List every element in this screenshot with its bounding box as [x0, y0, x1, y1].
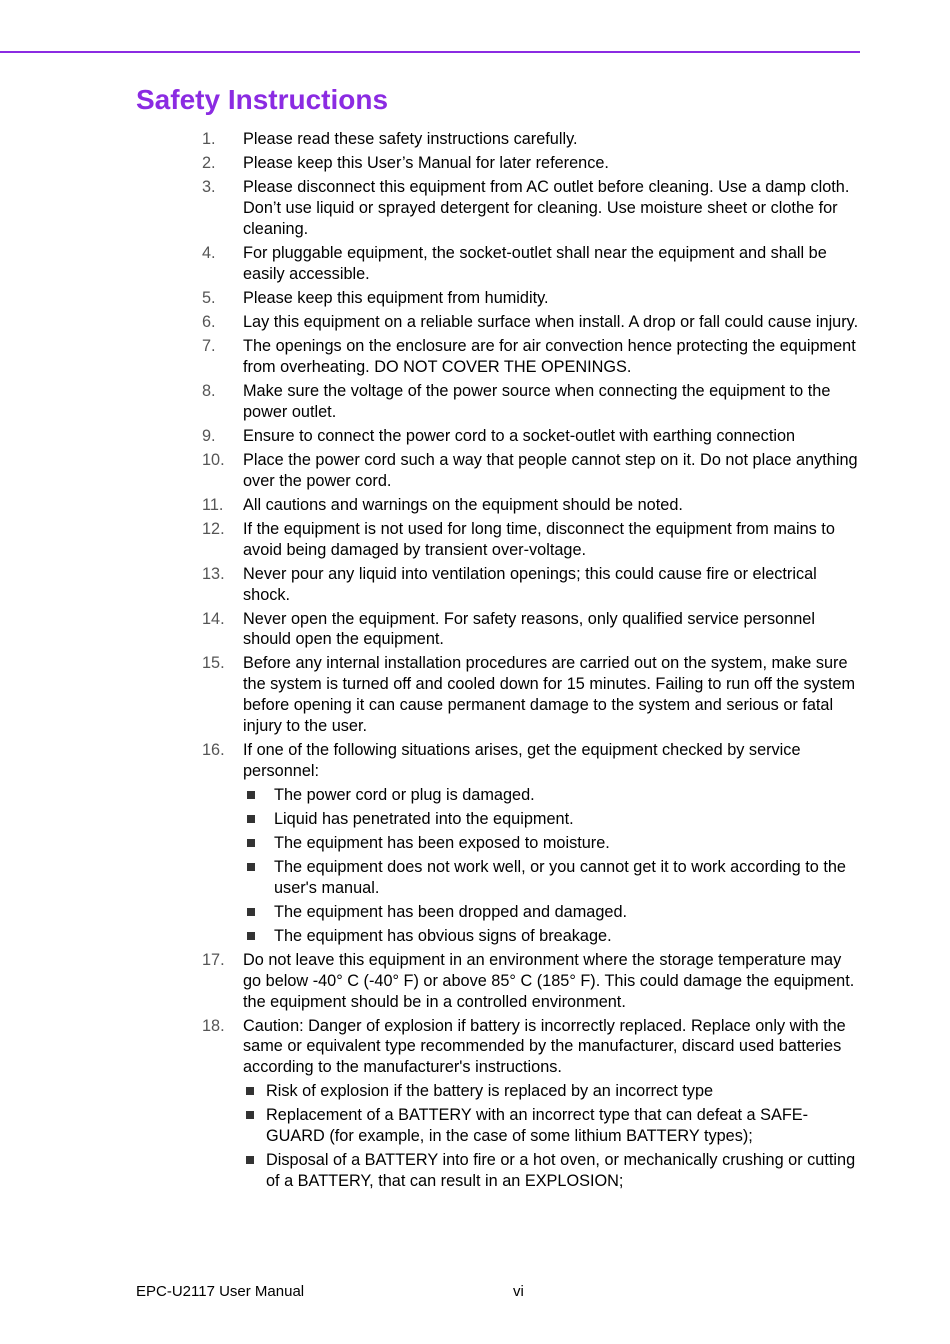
- item-text: Please keep this equipment from humidity.: [243, 288, 549, 307]
- bullet-text: The power cord or plug is damaged.: [274, 785, 535, 804]
- item-text: Never pour any liquid into ventilation openings; this could cause fire or electrical shock.: [243, 564, 817, 604]
- item-number: 17.: [202, 950, 225, 969]
- list-item: [202, 564, 862, 606]
- item-text: Place the power cord such a way that people cannot step on it. Do not place anything over the power cord.: [243, 450, 858, 490]
- bullet-text: Liquid has penetrated into the equipment.: [274, 809, 574, 828]
- list-item: [202, 243, 862, 285]
- safety-instructions-list: [202, 129, 862, 1195]
- item-number: 1.: [202, 130, 216, 148]
- item-text: Ensure to connect the power cord to a socket-outlet with earthing connection: [243, 426, 796, 445]
- footer-document-title: EPC-U2117 User Manual: [136, 1283, 305, 1300]
- bullet-text: The equipment has been dropped and damaged.: [274, 902, 628, 921]
- square-bullet-icon: [247, 932, 255, 940]
- header-rule: [0, 51, 860, 53]
- item-number: 9.: [202, 426, 216, 445]
- item-number: 16.: [202, 740, 225, 759]
- item-text: The openings on the enclosure are for air convection hence protecting the equipment from overheating. DO NOT COVER THE OPENINGS.: [243, 336, 856, 376]
- item-number: 7.: [202, 336, 216, 355]
- bullet-text: Risk of explosion if the battery is replaced by an incorrect type: [266, 1082, 714, 1100]
- bullet-item: [243, 785, 862, 806]
- footer-page-number: vi: [513, 1283, 524, 1300]
- bullet-text: The equipment does not work well, or you cannot get it to work according to the user's manual.: [274, 857, 846, 897]
- list-item: [202, 288, 862, 309]
- list-item: [202, 950, 862, 1012]
- bullet-item: [243, 902, 862, 923]
- list-item: [202, 129, 862, 150]
- list-item: [202, 519, 862, 561]
- item-text: If one of the following situations arises, get the equipment checked by service personnel:: [243, 740, 801, 780]
- bullet-item: [243, 1105, 862, 1147]
- item-number: 8.: [202, 381, 216, 400]
- item-text: For pluggable equipment, the socket-outlet shall near the equipment and shall be easily accessible.: [243, 243, 827, 283]
- item-number: 12.: [202, 519, 225, 538]
- item-number: 11.: [202, 495, 224, 514]
- square-bullet-icon: [247, 815, 255, 823]
- list-item: [202, 336, 862, 378]
- item-text: If the equipment is not used for long time, disconnect the equipment from mains to avoid being damaged by transient over-voltage.: [243, 519, 835, 559]
- bullet-item: [243, 857, 862, 899]
- item-text: Do not leave this equipment in an environment where the storage temperature may go below -40° C (-40° F) or above 85° C (185° F). This could damage the equipment. the equipment should be in a controlled environment.: [243, 950, 855, 1011]
- item-text: Never open the equipment. For safety reasons, only qualified service personnel should open the equipment.: [243, 609, 815, 649]
- item-text: All cautions and warnings on the equipment should be noted.: [243, 495, 683, 514]
- sub-bullet-list: [243, 785, 862, 947]
- sub-bullet-list: [243, 1081, 862, 1192]
- item-number: 5.: [202, 288, 216, 307]
- list-item: [202, 495, 862, 516]
- list-item: [202, 153, 862, 174]
- square-bullet-icon: [246, 1087, 254, 1095]
- item-text: Please disconnect this equipment from AC outlet before cleaning. Use a damp cloth. Don’t use liquid or sprayed detergent for cleaning. Use moisture sheet or clothe for cleaning.: [243, 178, 850, 238]
- list-item: [202, 177, 862, 239]
- item-text: Please keep this User’s Manual for later reference.: [243, 154, 609, 173]
- item-number: 6.: [202, 312, 216, 331]
- bullet-item: [243, 926, 862, 947]
- square-bullet-icon: [247, 908, 255, 916]
- item-text: Caution: Danger of explosion if battery is incorrectly replaced. Replace only with the same or equivalent type recommended by the manufacturer, discard used batteries according to the manufacturer's instructions.: [243, 1016, 846, 1077]
- square-bullet-icon: [246, 1156, 254, 1164]
- item-number: 10.: [202, 450, 225, 469]
- list-item: [202, 426, 862, 447]
- list-item: [202, 450, 862, 492]
- square-bullet-icon: [247, 791, 255, 799]
- item-text: Make sure the voltage of the power source when connecting the equipment to the power outlet.: [243, 381, 831, 421]
- bullet-text: The equipment has been exposed to moisture.: [274, 833, 610, 852]
- bullet-item: [243, 809, 862, 830]
- list-item: [202, 653, 862, 736]
- square-bullet-icon: [246, 1111, 254, 1119]
- list-item: [202, 1016, 862, 1192]
- square-bullet-icon: [247, 863, 255, 871]
- item-text: Please read these safety instructions carefully.: [243, 130, 578, 148]
- page-title: Safety Instructions: [136, 84, 389, 115]
- bullet-text: Replacement of a BATTERY with an incorrect type that can defeat a SAFE-GUARD (for example, in the case of some lithium BATTERY types);: [266, 1106, 809, 1145]
- bullet-item: [243, 1081, 862, 1102]
- item-text: Lay this equipment on a reliable surface when install. A drop or fall could cause injury.: [243, 312, 859, 331]
- bullet-item: [243, 1150, 862, 1192]
- square-bullet-icon: [247, 839, 255, 847]
- bullet-text: Disposal of a BATTERY into fire or a hot oven, or mechanically crushing or cutting of a BATTERY, that can result in an EXPLOSION;: [266, 1150, 856, 1190]
- list-item: [202, 312, 862, 333]
- bullet-item: [243, 833, 862, 854]
- item-number: 18.: [202, 1016, 225, 1035]
- list-item: [202, 740, 862, 947]
- item-number: 2.: [202, 154, 216, 173]
- list-item: [202, 381, 862, 423]
- item-number: 3.: [202, 178, 216, 197]
- item-text: Before any internal installation procedures are carried out on the system, make sure the system is turned off and cooled down for 15 minutes. Failing to run off the system before opening it can cause permanent damage to the system and serious or fatal injury to the user.: [243, 654, 856, 735]
- item-number: 14.: [202, 609, 225, 628]
- item-number: 4.: [202, 243, 216, 262]
- list-item: [202, 609, 862, 651]
- item-number: 13.: [202, 564, 225, 583]
- bullet-text: The equipment has obvious signs of breakage.: [274, 926, 612, 945]
- item-number: 15.: [202, 654, 225, 673]
